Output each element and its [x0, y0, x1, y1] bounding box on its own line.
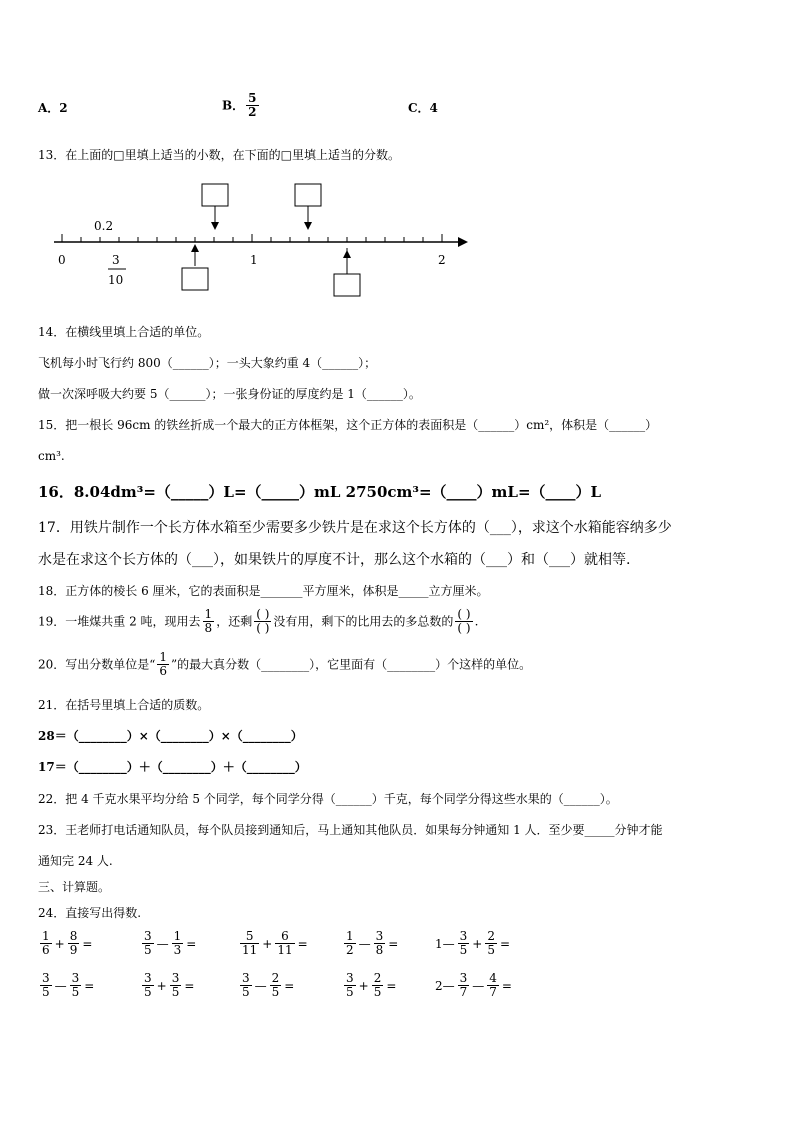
q17-line2: 水是在求这个长方体的（___），如果铁片的厚度不计，那么这个水箱的（___）和（___）就相等. [38, 552, 631, 568]
equals-sign: = [82, 936, 93, 951]
calc-expression [38, 930, 93, 957]
operator: + [156, 978, 167, 993]
q15-line1: 15．把一根长 96cm 的铁丝折成一个最大的正方体框架，这个正方体的表面积是（______）cm²，体积是（______） [38, 418, 658, 432]
calc-expression [342, 930, 399, 957]
label-frac-den: 10 [108, 273, 124, 287]
fraction: $\frac{3}{5}$ [242, 971, 250, 999]
fraction: $\frac{2}{5}$ [487, 929, 495, 957]
option-b: B． $\frac{5}{2}$ [222, 91, 257, 119]
fraction: $\frac{3}{7}$ [459, 971, 468, 999]
q22-text: 22．把 4 千克水果平均分给 5 个同学，每个同学分得（______）千克，每个同学分得这些水果的（______）。 [38, 792, 618, 806]
section-3-heading: 三、计算题。 [38, 880, 111, 894]
calc-expression [140, 972, 195, 999]
calc-expression [238, 930, 309, 957]
label-2: 2 [438, 253, 446, 267]
fraction: $\frac{3}{5}$ [346, 971, 354, 999]
q13-text: 13．在上面的□里填上适当的小数，在下面的□里填上适当的分数。 [38, 148, 400, 162]
fraction: $\frac{1}{6}$ [42, 929, 50, 957]
q23-line1: 23．王老师打电话通知队员，每个队员接到通知后，马上通知其他队员．如果每分钟通知 1 人．至少要_____分钟才能 [38, 823, 663, 837]
fraction: $\frac{6}{11}$ [277, 929, 293, 957]
label-0-2: 0.2 [94, 219, 114, 233]
q18-text: 18．正方体的棱长 6 厘米，它的表面积是_______平方厘米，体积是_____立方厘米。 [38, 584, 489, 598]
q21-line2: 17＝（________）＋（________）＋（________） [38, 760, 307, 774]
fraction: $\frac{5}{11}$ [242, 929, 258, 957]
expression-lead: 1— [435, 936, 455, 951]
q20-line: 20．写出分数单位是“ $\frac{1}{6}$ ”的最大真分数（________），它里面有（________）个这样的单位。 [38, 650, 532, 678]
operator: + [358, 978, 369, 993]
calc-expression [140, 930, 197, 957]
option-c: C．4 [408, 101, 438, 115]
q24-title: 24．直接写出得数. [38, 906, 142, 920]
q16-text: 16．8.04dm³=（_____）L=（_____）mL 2750cm³=（____）mL=（____）L [38, 483, 602, 501]
fraction: $\frac{3}{5}$ [71, 971, 80, 999]
operator: + [54, 936, 65, 951]
q19-line: 19．一堆煤共重 2 吨，现用去 $\frac{1}{8}$ ，还剩 ( ) ( ) 没有用，剩下的比用去的多总数的 ( ) ( ) . [38, 607, 479, 635]
fraction: $\frac{2}{5}$ [271, 971, 280, 999]
equals-sign: = [499, 936, 511, 951]
calc-expression [434, 972, 513, 999]
equals-sign: = [297, 936, 308, 951]
fraction: $\frac{3}{5}$ [144, 929, 152, 957]
calc-expression [342, 972, 397, 999]
fraction: $\frac{3}{5}$ [42, 971, 50, 999]
answer-box-bottom-2 [334, 274, 360, 296]
operator: — [156, 936, 169, 951]
q14-line2: 做一次深呼吸大约要 5（______）；一张身份证的厚度约是 1（______）。 [38, 387, 421, 401]
q21-line1: 28＝（________）×（________）×（________） [38, 729, 303, 743]
equals-sign: = [84, 978, 95, 993]
label-1: 1 [250, 253, 258, 267]
equals-sign: = [184, 978, 195, 993]
fraction: $\frac{1}{2}$ [346, 929, 354, 957]
equals-sign: = [284, 978, 295, 993]
calc-expression [38, 972, 95, 999]
label-frac-num: 3 [112, 253, 120, 267]
equals-sign: = [388, 936, 399, 951]
label-0: 0 [58, 253, 66, 267]
q14-line1: 飞机每小时飞行约 800（______）；一头大象约重 4（______）； [38, 356, 377, 370]
number-line-diagram [40, 178, 480, 303]
operator: — [54, 978, 67, 993]
expression-lead: 2— [435, 978, 455, 993]
fraction: $\frac{8}{9}$ [69, 929, 78, 957]
fraction: $\frac{3}{8}$ [375, 929, 384, 957]
answer-box-top-2 [295, 184, 321, 206]
q17-line1: 17．用铁片制作一个长方体水箱至少需要多少铁片是在求这个长方体的（___），求这个水箱能容纳多少 [38, 520, 672, 536]
equals-sign: = [386, 978, 397, 993]
operator: — [358, 936, 371, 951]
q14-title: 14．在横线里填上合适的单位。 [38, 325, 210, 339]
q15-line2: cm³. [38, 449, 65, 463]
option-a: A．2 [38, 101, 68, 115]
answer-box-bottom-1 [182, 268, 208, 290]
fraction: $\frac{3}{5}$ [171, 971, 180, 999]
fraction: $\frac{2}{5}$ [373, 971, 382, 999]
operator: — [254, 978, 267, 993]
equals-sign: = [501, 978, 512, 993]
calc-expression [238, 972, 295, 999]
fraction: $\frac{1}{3}$ [173, 929, 182, 957]
operator: — [472, 978, 485, 993]
fraction: $\frac{3}{5}$ [144, 971, 152, 999]
equals-sign: = [186, 936, 197, 951]
calc-expression [434, 930, 511, 957]
fraction: $\frac{4}{7}$ [489, 971, 497, 999]
answer-box-top-1 [202, 184, 228, 206]
fraction: $\frac{3}{5}$ [459, 929, 468, 957]
q23-line2: 通知完 24 人. [38, 854, 113, 868]
operator: + [472, 936, 483, 951]
operator: + [262, 936, 273, 951]
q21-title: 21．在括号里填上合适的质数。 [38, 698, 210, 712]
